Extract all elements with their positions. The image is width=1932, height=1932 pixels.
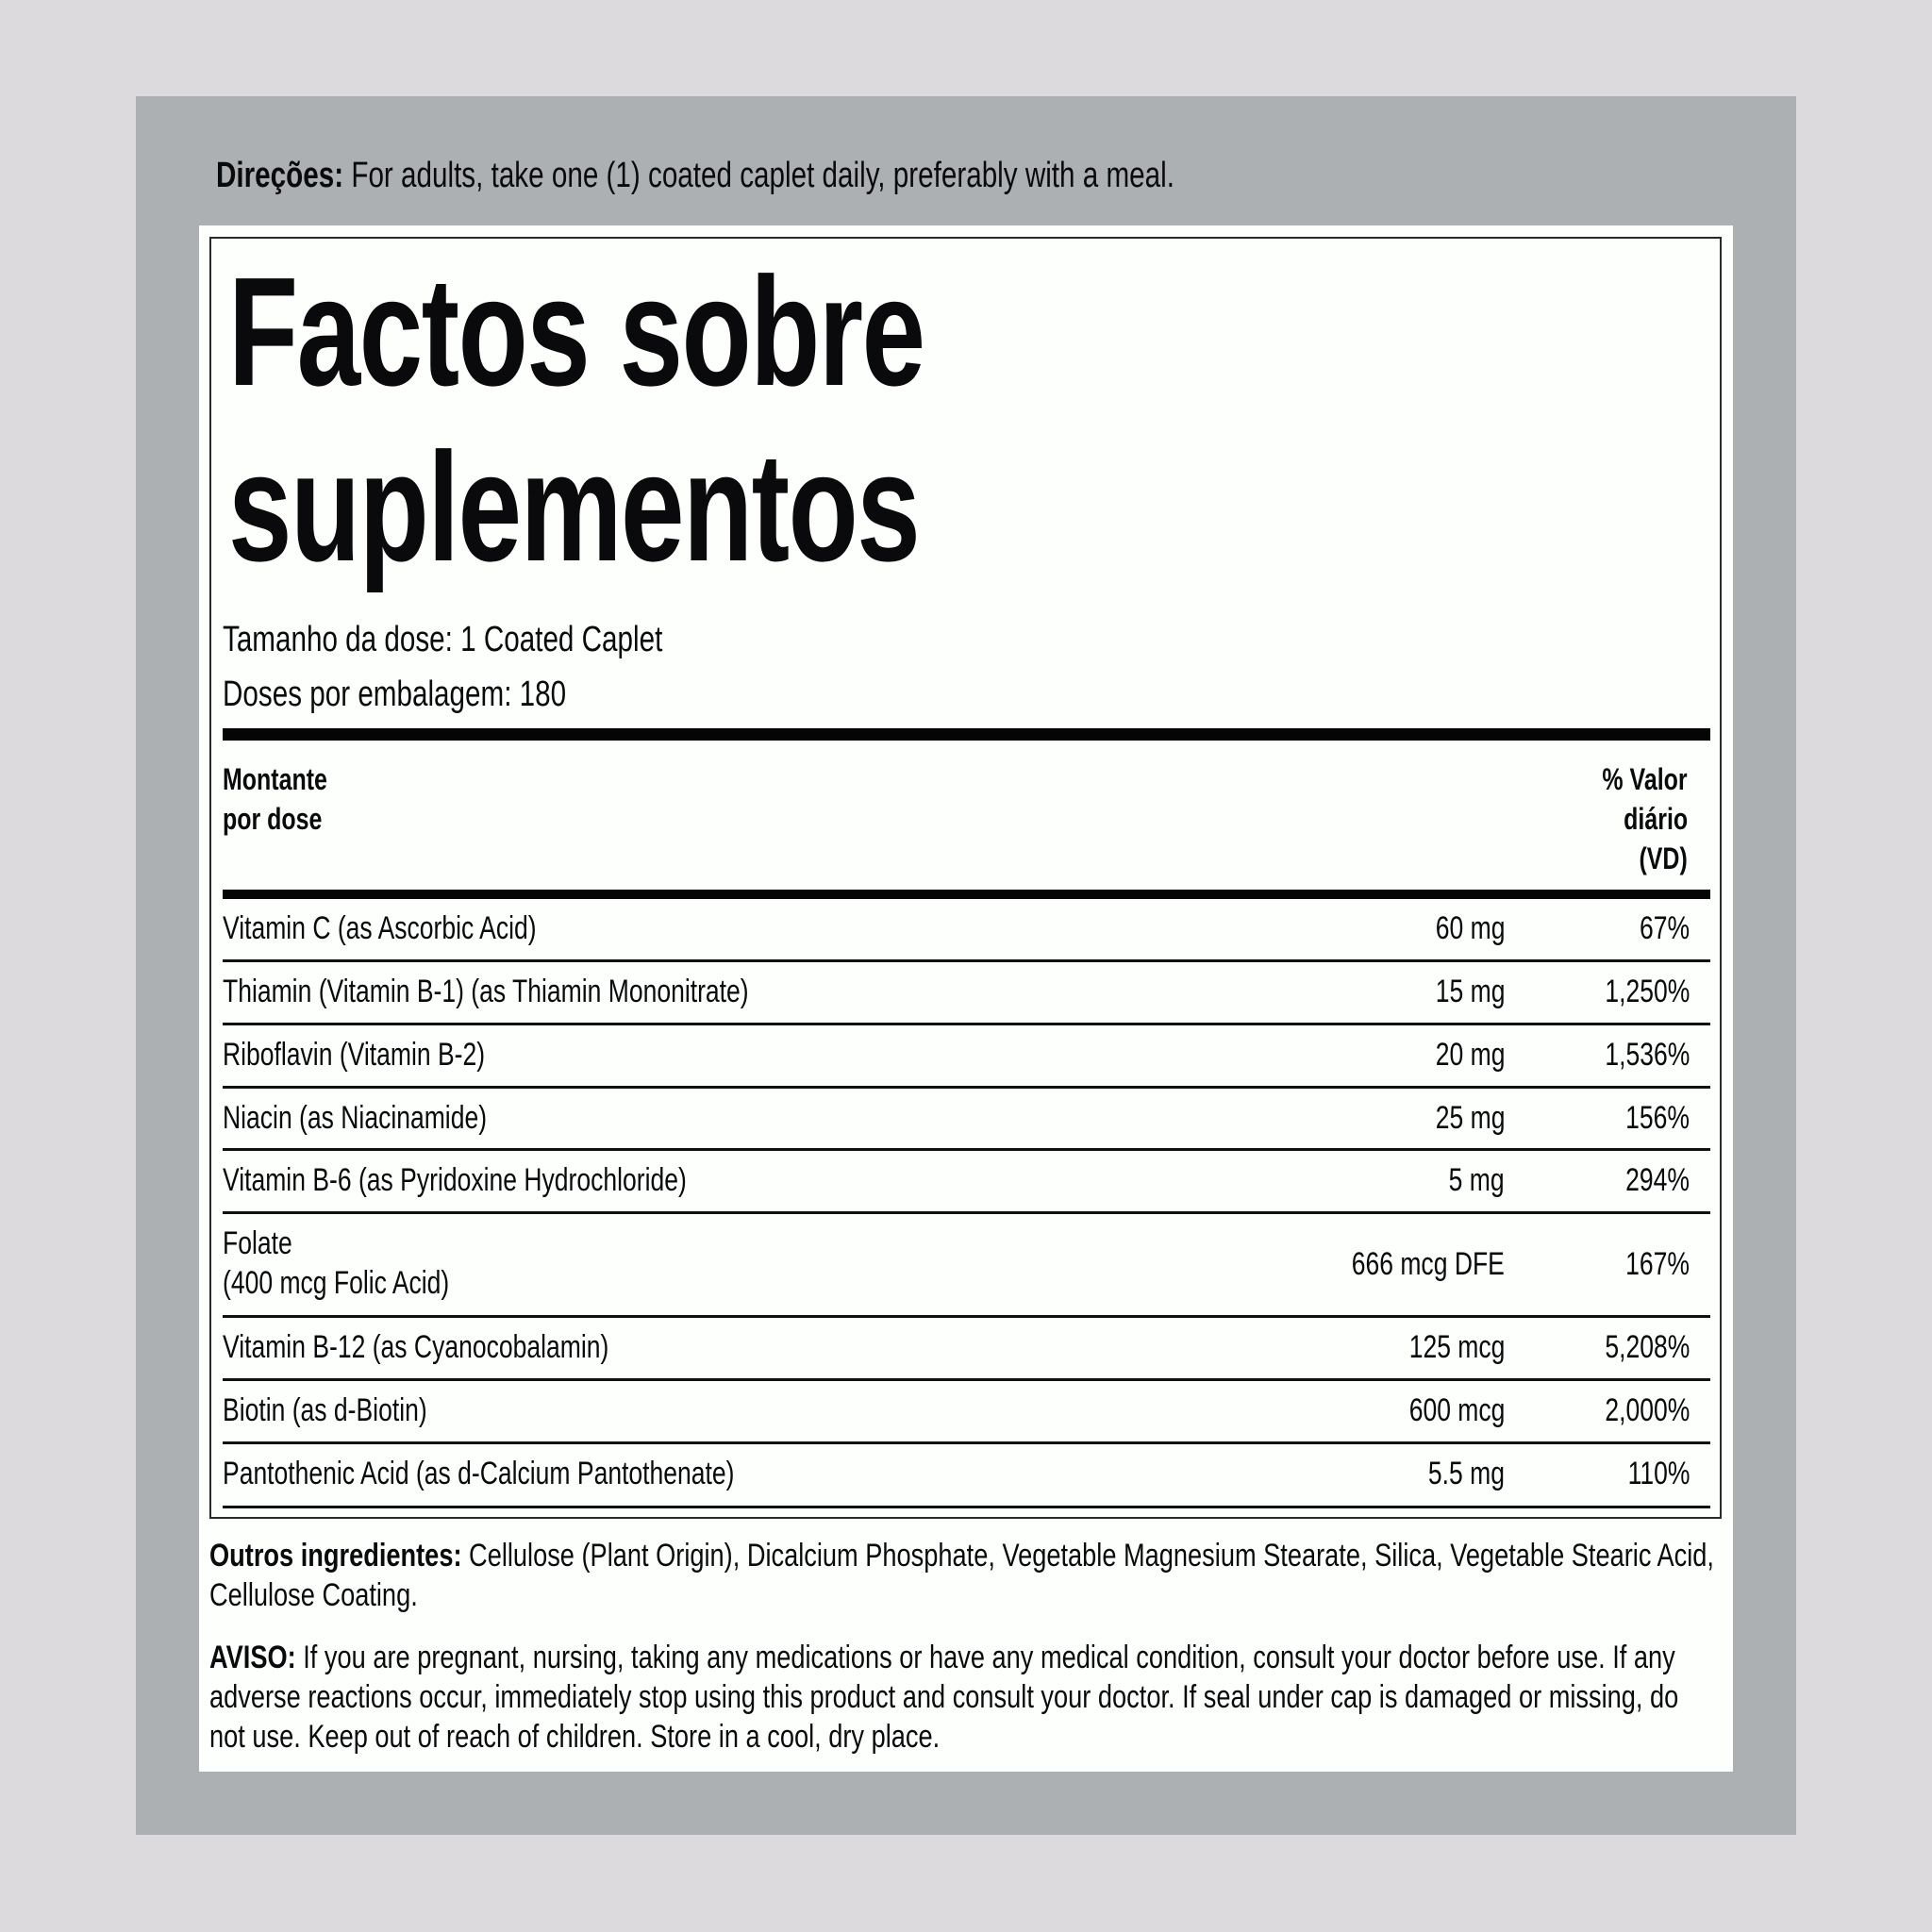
title-line-1: Factos sobre: [228, 245, 924, 418]
table-row: [223, 1089, 1710, 1151]
nutrient-dv: 294%: [1625, 1162, 1690, 1198]
other-ingredients: [209, 1536, 1719, 1615]
directions: [216, 153, 1445, 198]
supplement-facts-box: [209, 237, 1722, 1519]
directions-text: For adults, take one (1) coated caplet daily, preferably with a meal.: [343, 156, 1174, 195]
nutrient-amount: 5.5 mg: [1427, 1456, 1505, 1491]
nutrient-amount: 20 mg: [1435, 1037, 1505, 1073]
nutrient-amount: 25 mg: [1435, 1100, 1505, 1136]
nutrient-name: Vitamin B-12 (as Cyanocobalamin): [223, 1329, 609, 1365]
nutrient-dv: 2,000%: [1605, 1392, 1690, 1428]
table-row: [223, 899, 1710, 962]
nutrient-name: Niacin (as Niacinamide): [223, 1100, 488, 1136]
nutrient-amount: 15 mg: [1435, 974, 1505, 1009]
servings-per-container: Doses por embalagem: 180: [223, 675, 567, 714]
nutrient-name: Pantothenic Acid (as d-Calcium Pantothenate): [223, 1456, 735, 1491]
directions-label: Direções:: [216, 156, 344, 195]
nutrient-name: Riboflavin (Vitamin B-2): [223, 1037, 486, 1073]
table-row: [223, 1318, 1710, 1381]
nutrient-name-detail: (400 mcg Folic Acid): [223, 1265, 450, 1301]
nutrient-dv: 156%: [1625, 1100, 1690, 1136]
nutrient-dv: 1,250%: [1605, 974, 1690, 1009]
amount-per-serving-header: Montante por dose: [223, 762, 327, 836]
nutrient-dv: 67%: [1639, 910, 1690, 946]
nutrient-name: Vitamin B-6 (as Pyridoxine Hydrochloride): [223, 1162, 687, 1198]
table-row: [223, 1444, 1710, 1508]
facts-title: [228, 244, 1169, 595]
thick-divider: [223, 728, 1710, 741]
nutrient-name: Thiamin (Vitamin B-1) (as Thiamin Mononitrate): [223, 974, 749, 1009]
nutrient-dv: 1,536%: [1605, 1037, 1690, 1073]
nutrient-amount: 125 mcg: [1408, 1329, 1505, 1365]
nutrient-amount: 666 mcg DFE: [1351, 1246, 1505, 1282]
nutrient-dv: 167%: [1625, 1246, 1690, 1282]
warning-label: AVISO:: [209, 1640, 296, 1675]
warning-text: If you are pregnant, nursing, taking any medications or have any medical condition, consult your doctor before use. If any adverse reactions occur, immediately stop using this product and consult your doctor. If seal under cap is damaged or missing, do not use. Keep out of reach of children. Store in a cool, dry place.: [209, 1640, 1679, 1755]
daily-value-header: % Valor diário (VD): [1602, 762, 1688, 875]
table-row: [223, 1214, 1710, 1318]
title-line-2: suplementos: [228, 421, 920, 593]
other-ingredients-text: Cellulose (Plant Origin), Dicalcium Phosphate, Vegetable Magnesium Stearate, Silica, Vegetable Stearic Acid, Cellulose Coating.: [209, 1538, 1714, 1613]
thick-divider-2: [223, 890, 1710, 899]
table-row: [223, 1381, 1710, 1444]
table-row: [223, 1025, 1710, 1089]
table-row: [223, 962, 1710, 1025]
nutrient-amount: 5 mg: [1449, 1162, 1505, 1198]
nutrient-amount: 60 mg: [1435, 910, 1505, 946]
serving-size: Tamanho da dose: 1 Coated Caplet: [223, 620, 663, 659]
nutrient-table: [223, 899, 1710, 1508]
warning: [209, 1638, 1719, 1757]
nutrient-name: Vitamin C (as Ascorbic Acid): [223, 910, 537, 946]
nutrient-name: Folate: [223, 1225, 292, 1261]
nutrient-amount: 600 mcg: [1408, 1392, 1505, 1428]
table-row: [223, 1151, 1710, 1214]
other-ingredients-label: Outros ingredientes:: [209, 1538, 462, 1574]
nutrient-dv: 5,208%: [1605, 1329, 1690, 1365]
nutrient-dv: 110%: [1627, 1456, 1690, 1491]
nutrient-name: Biotin (as d-Biotin): [223, 1392, 427, 1428]
